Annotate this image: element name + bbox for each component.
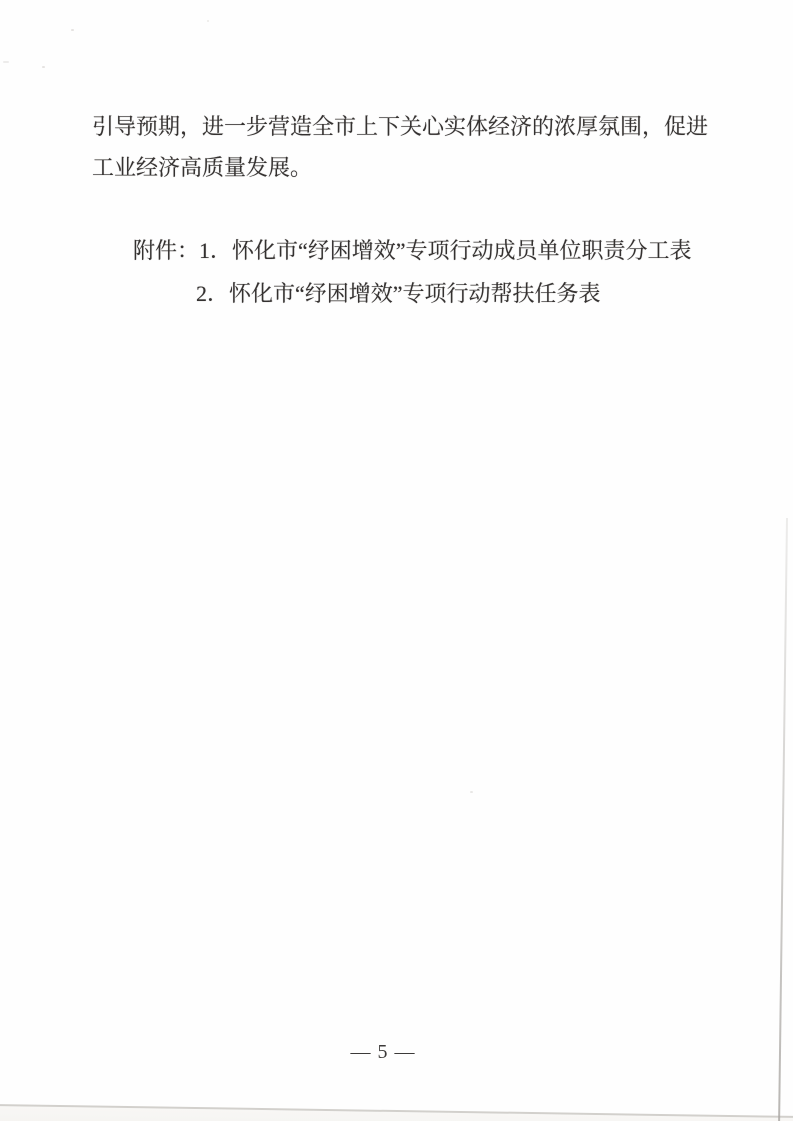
scan-speck <box>42 66 45 68</box>
attachment-item-2: 2．怀化市“纾困增效”专项行动帮扶任务表 <box>196 281 601 306</box>
attachment-item-1: 1．怀化市“纾困增效”专项行动成员单位职责分工表 <box>199 238 692 263</box>
scan-speck <box>3 61 9 63</box>
attachments-line-2 <box>196 283 601 305</box>
attachments-line-1 <box>133 240 692 262</box>
scan-paper-edge-right <box>777 518 788 1121</box>
page-number: — 5 — <box>350 1041 416 1063</box>
scan-speck <box>207 20 209 22</box>
body-paragraph-line-1: 引导预期，进一步营造全市上下关心实体经济的浓厚氛围，促进 <box>92 114 709 139</box>
scan-speck <box>470 791 473 793</box>
scan-speck <box>71 29 74 31</box>
scan-paper-edge-bottom <box>0 1104 793 1121</box>
body-paragraph-line-2: 工业经济高质量发展。 <box>92 155 313 180</box>
attachments-label: 附件： <box>133 238 200 263</box>
